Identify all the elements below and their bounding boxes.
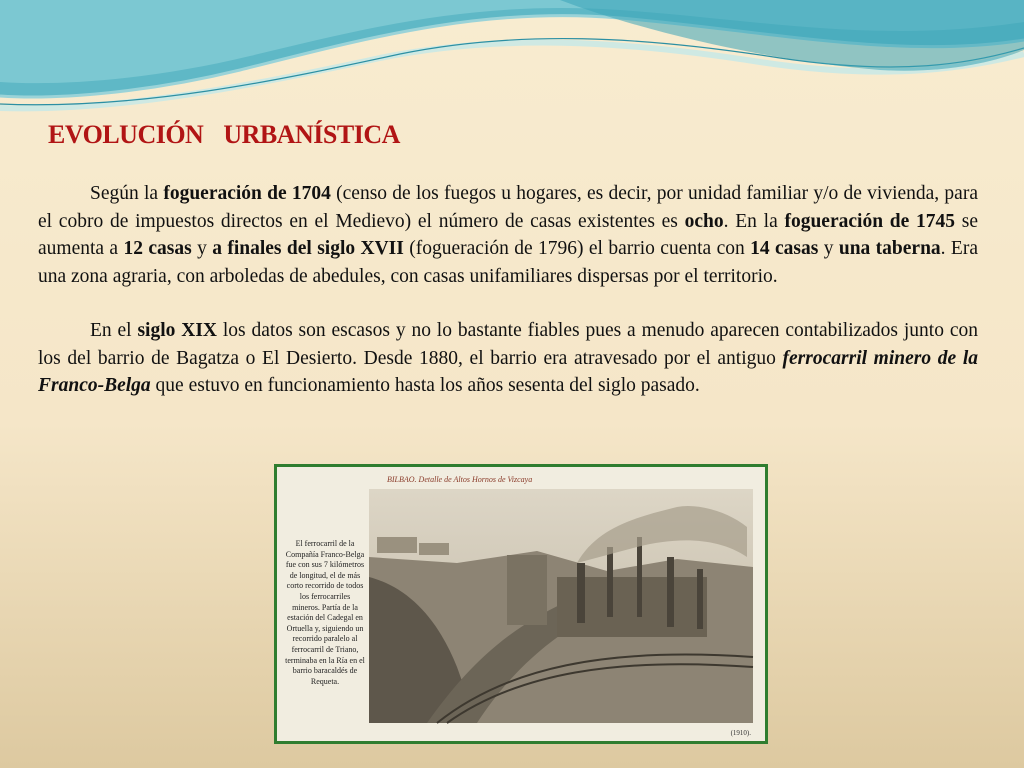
- paragraph-1: [38, 180, 978, 290]
- slide-body: [38, 180, 978, 400]
- decorative-wave-header: [0, 0, 1024, 130]
- text-run: 12 casas: [123, 238, 192, 259]
- text-run: se aumenta a: [38, 210, 978, 259]
- text-run: ocho: [684, 210, 724, 232]
- photo-year: (1910).: [730, 729, 751, 737]
- photo-heading: BILBAO. Detalle de Altos Hornos de Vizcaya: [387, 475, 533, 484]
- text-run: . En la: [723, 210, 785, 232]
- photo-caption: El ferrocarril de la Compañía Franco-Belga fue con sus 7 kilómetros de longitud, el de más corto recorrido de todos los ferrocarriles mineros. Partía de la estación del Cadegal en Ortuella y, siguiendo un recorrido paralelo al ferrocarril de Triano, terminaba en la Ría en el barrio baracaldés de Requeta.: [285, 539, 365, 686]
- text-run: fogueración de 1745: [784, 210, 956, 232]
- text-run: En el: [90, 320, 138, 341]
- text-run: (fogueración de 1796) el barrio cuenta con: [403, 238, 751, 259]
- text-run: (censo de los fuegos u hogares, es decir, por unidad familiar y/o de vivienda, para el cobro de impuestos directos en el Medievo) el número de casas existentes es: [38, 183, 978, 232]
- text-run: Según la: [90, 183, 164, 204]
- text-run: fogueración de 1704: [163, 183, 331, 204]
- slide-title: EVOLUCIÓN URBANÍSTICA: [48, 120, 400, 149]
- text-run: ferrocarril minero de la Franco-Belga: [38, 347, 978, 396]
- text-run: . Era una zona agraria, con arboledas de abedules, con casas unifamiliares dispersas por el territorio.: [38, 238, 978, 287]
- historic-photo: [274, 464, 768, 744]
- paragraph-2: [38, 317, 978, 400]
- text-run: los datos son escasos y no lo bastante fiables pues a menudo aparecen contabilizados junto con los del barrio de Bagatza o El Desierto. Desde 1880, el barrio era atravesado por el antiguo: [38, 320, 978, 369]
- text-run: una taberna: [838, 238, 941, 259]
- text-run: y: [191, 238, 213, 259]
- text-run: que estuvo en funcionamiento hasta los años sesenta del siglo pasado.: [150, 375, 700, 396]
- text-run: y: [818, 238, 839, 259]
- text-run: siglo XIX: [137, 320, 218, 341]
- text-run: a finales del siglo XVII: [212, 238, 404, 259]
- text-run: 14 casas: [750, 238, 819, 259]
